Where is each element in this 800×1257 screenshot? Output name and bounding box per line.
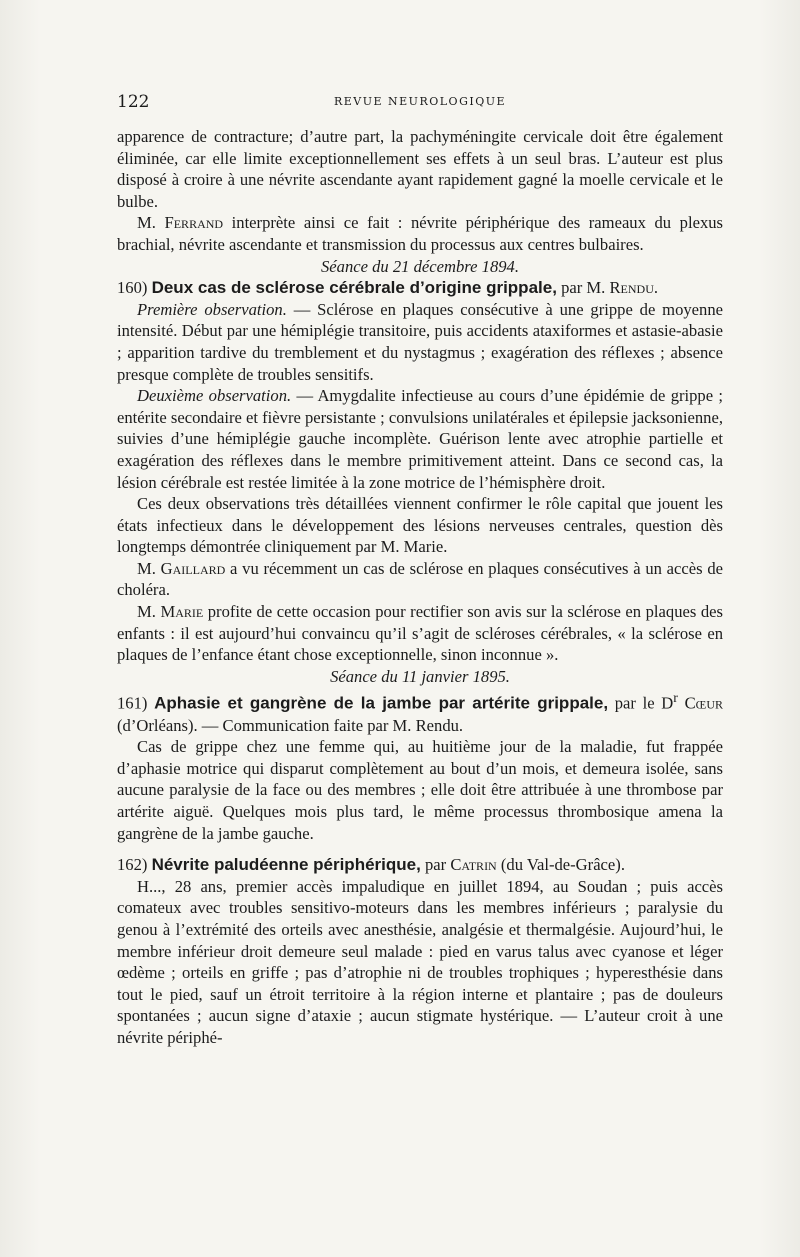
author-name: Cœur xyxy=(677,693,723,713)
author-name: Rendu xyxy=(609,278,654,298)
seance-heading: Séance du 21 décembre 1894. xyxy=(321,256,519,276)
author-name: Marie xyxy=(160,602,204,622)
paragraph-nevrite: H..., 28 ans, premier accès impaludique en juillet 1894, au Soudan ; puis accès comateux avec troubles sensitivo-moteurs dans les membres inférieurs ; paralysie du genou à l’extrémité des orteils avec anesthésie, analgésie et thermalgésie. Aujourd’hui, le membre inférieur droit demeure seul malade : pied en varus talus avec cyanose et léger œdème ; orteils en griffe ; pas d’atrophie ni de troubles trophiques ; hyperesthésie dans tout le pied, sauf un étroit territoire à la région interne et plantaire ; pas de douleurs spontanées ; aucun signe d’ataxie ; aucun stigmate hystérique. — L’auteur croit à une névrite périphé- xyxy=(117,876,723,1047)
seance-heading: Séance du 11 janvier 1895. xyxy=(330,666,510,686)
paragraph-second-observation: Deuxième observation. — Amygdalite infectieuse au cours d’une épidémie de grippe ; entérite secondaire et fièvre persistante ; convulsions unilatérales et épilepsie jacksonienne, suivies d’une hémiplégie gauche incomplète. Guérison lente avec atrophie partielle et exagération des réflexes dans le membre primitivement atteint. Dans ce second cas, la lésion cérébrale est restée limitée à la zone motrice de l’hémisphère droit. xyxy=(117,386,724,492)
paragraph-gaillard: M. Gaillard a vu récemment un cas de sclérose en plaques consécutives à un accès de choléra. xyxy=(117,558,723,600)
article-title: Aphasie et gangrène de la jambe par artérite grippale, xyxy=(154,693,609,713)
paragraph-first-observation: Première observation. — Sclérose en plaques consécutive à une grippe de moyenne intensité. Début par une hémiplégie transitoire, puis accidents ataxiformes et astasie-abasie ; apparition tardive du tremblement et du nystagmus ; exagération des réflexes ; absence presque complète de troubles sensitifs. xyxy=(117,299,723,384)
paragraph-aphasie: Cas de grippe chez une femme qui, au huitième jour de la maladie, fut frappée d’aphasie motrice qui disparut complètement au bout d’un mois, et demeura isolée, sans aucune paralysie de la face ou des membres ; elle doit être attribuée à une thrombose par artérite aiguë. Quelques mois plus tard, le même processus thrombosique amena la gangrène de la jambe gauche. xyxy=(117,737,723,843)
author-name: Gaillard xyxy=(160,558,226,578)
page-header xyxy=(117,92,723,112)
article-162-heading: 162) Névrite paludéenne périphérique, par Catrin (du Val-de-Grâce). xyxy=(117,855,625,875)
paragraph-conclusion: Ces deux observations très détaillées viennent confirmer le rôle capital que jouent les états infectieux dans le développement des lésions nerveuses centrales, question dès longtemps démontrée cliniquement par M. Marie. xyxy=(117,494,723,557)
author-name: Ferrand xyxy=(164,213,224,233)
page-body xyxy=(117,126,723,1048)
article-title: Deux cas de sclérose cérébrale d’origine grippale, xyxy=(151,278,557,298)
running-title: REVUE NEUROLOGIQUE xyxy=(333,95,507,108)
paragraph-marie: M. Marie profite de cette occasion pour rectifier son avis sur la sclérose en plaques des enfants : il est aujourd’hui convaincu qu’il s’agit de scléroses cérébrales, « la sclérose en plaques de l’enfance étant chose exceptionnelle, sinon inconnue ». xyxy=(117,602,723,665)
article-title: Névrite paludéenne périphérique, xyxy=(151,855,421,875)
author-name: Catrin xyxy=(450,855,497,875)
paragraph-ferrand: M. Ferrand interprète ainsi ce fait : névrite périphérique des rameaux du plexus brachial, névrite ascendante et transmission du processus aux centres bulbaires. xyxy=(117,213,723,254)
article-160-heading: 160) Deux cas de sclérose cérébrale d’origine grippale, par M. Rendu. xyxy=(117,278,659,298)
page-number: 122 xyxy=(117,92,150,112)
article-161-heading: 161) Aphasie et gangrène de la jambe par artérite grippale, par le $D^r$ Cœur (d’Orléans). — Communication faite par M. Rendu. xyxy=(117,690,723,735)
paragraph-contracture: apparence de contracture; d’autre part, la pachyméningite cervicale doit être également éliminée, car elle limite exceptionnellement ses effets à un seul bras. L’auteur est plus disposé à croire à une névrite ascendante ayant rapidement gagné la moelle cervicale et le bulbe. xyxy=(117,127,723,211)
